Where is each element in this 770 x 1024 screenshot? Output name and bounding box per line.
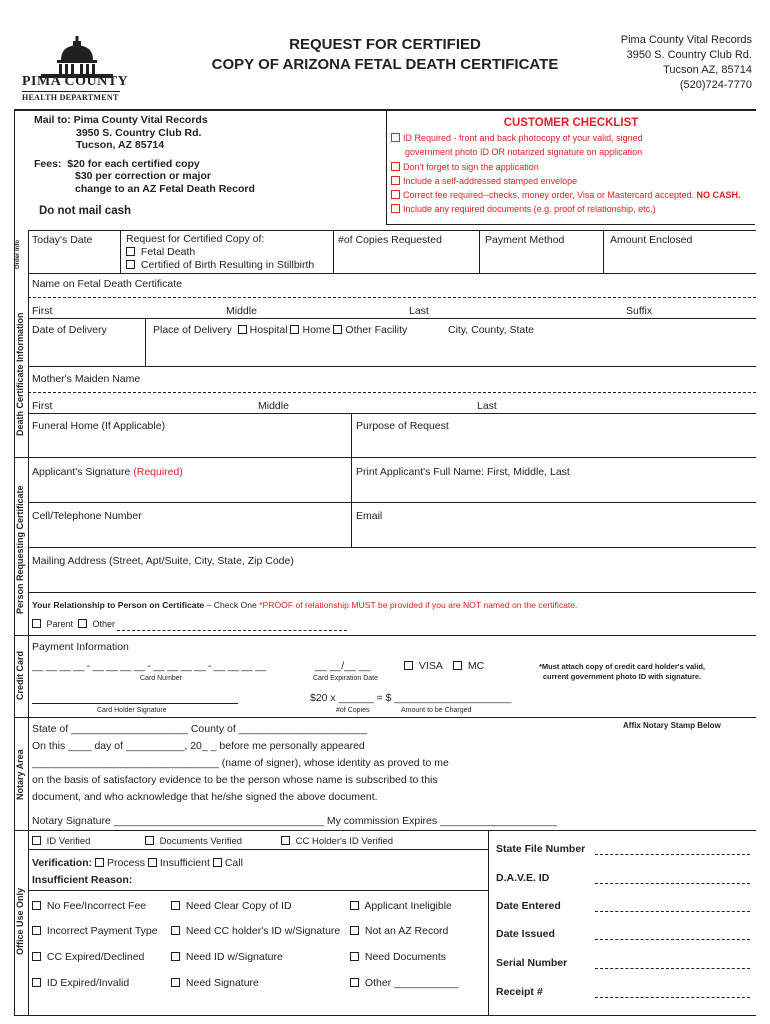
relationship-label: Your Relationship to Person on Certificate – Check One *PROOF of relationship MUST be provided if you are NOT named on the certificate. <box>32 600 578 610</box>
checkbox-icon[interactable] <box>32 901 41 910</box>
no-cash-warning: Do not mail cash <box>39 205 132 217</box>
checkbox-icon[interactable] <box>404 661 413 670</box>
name-suffix-field[interactable]: Suffix <box>626 305 653 317</box>
hospital-checkbox[interactable] <box>238 325 247 334</box>
applicant-signature-field[interactable]: Applicant's Signature (Required) <box>32 466 183 478</box>
checkbox-icon[interactable] <box>126 260 135 269</box>
verification-row: Verification: Process Insufficient Call <box>32 857 243 869</box>
applicant-full-name-field[interactable]: Print Applicant's Full Name: First, Middle, Last <box>356 466 570 478</box>
card-exp-caption: Card Expiration Date <box>313 675 378 682</box>
place-label: Place of Delivery <box>153 324 232 336</box>
fee-line: change to an AZ Fetal Death Record <box>75 182 255 195</box>
office-field-label: Date Entered <box>496 900 561 912</box>
checklist-title: CUSTOMER CHECKLIST <box>503 117 639 129</box>
other-relationship-line[interactable] <box>117 620 347 631</box>
checkbox-icon <box>391 204 400 213</box>
num-copies-caption: #of Copies <box>336 707 370 714</box>
checkbox-icon <box>391 176 400 185</box>
insufficient-reason-option[interactable]: No Fee/Incorrect Fee <box>32 900 146 912</box>
id-verified-option[interactable]: ID Verified <box>32 836 90 847</box>
visa-option[interactable]: VISA <box>404 660 443 672</box>
checkbox-icon[interactable] <box>32 619 41 628</box>
frame-left-inner <box>28 230 29 1015</box>
checkbox-icon[interactable] <box>32 926 41 935</box>
fee-line: $20 for each certified copy <box>67 157 200 170</box>
address-line: Tucson AZ, 85714 <box>663 64 752 76</box>
place-of-delivery: Place of Delivery Hospital Home Other Facility <box>153 324 408 336</box>
checklist-item-continued: government photo ID OR notarized signature on application <box>405 147 643 158</box>
insufficient-reason-label: Insufficient Reason: <box>32 874 133 886</box>
request-copy-label: Request for Certified Copy of: <box>126 233 265 245</box>
email-field[interactable]: Email <box>356 510 383 522</box>
insufficient-reason-option[interactable]: Not an AZ Record <box>350 925 448 937</box>
fetal-name-label: Name on Fetal Death Certificate <box>32 278 182 290</box>
office-field-input[interactable] <box>595 844 750 855</box>
checkbox-icon[interactable] <box>171 952 180 961</box>
checkbox-icon[interactable] <box>32 978 41 987</box>
checkbox-icon[interactable] <box>453 661 462 670</box>
call-checkbox[interactable] <box>213 858 222 867</box>
checkbox-icon[interactable] <box>32 952 41 961</box>
checkbox-icon[interactable] <box>32 836 41 845</box>
home-checkbox[interactable] <box>290 325 299 334</box>
notary-state-line[interactable]: State of ____________________ County of ______________________ <box>32 723 368 735</box>
insufficient-reason-option[interactable]: Applicant Ineligible <box>350 900 452 912</box>
checkbox-icon[interactable] <box>350 901 359 910</box>
section-label-notary: Notary Area <box>15 749 25 800</box>
office-field-label: D.A.V.E. ID <box>496 872 550 884</box>
address-line: Pima County Vital Records <box>620 34 752 46</box>
notary-basis-line: on the basis of satisfactory evidence to be the person whose name is subscribed to this <box>32 774 438 786</box>
mother-last-field[interactable]: Last <box>477 400 497 412</box>
checkbox-icon[interactable] <box>126 247 135 256</box>
section-label-office: Office Use Only <box>15 887 25 955</box>
checklist-item: Include any required documents (e.g. proof of relationship, etc.) <box>391 202 755 216</box>
checkbox-icon[interactable] <box>350 978 359 987</box>
insufficient-reason-option[interactable]: Need ID w/Signature <box>171 951 283 963</box>
amount-charged-caption: Amount to be Charged <box>401 707 472 714</box>
logo-title: PIMA COUNTY <box>22 74 129 89</box>
checkbox-icon[interactable] <box>171 926 180 935</box>
notary-signer-line[interactable]: ________________________________ (name of signer), whose identity as proved to me <box>32 757 449 769</box>
insufficient-reason-option[interactable]: Need Documents <box>350 951 446 963</box>
mail-block <box>34 114 255 218</box>
copies-requested-field[interactable]: #of Copies Requested <box>338 234 442 246</box>
section-label-credit: Credit Card <box>15 650 25 700</box>
insufficient-reason-option[interactable]: Need Signature <box>171 977 259 989</box>
mailing-address-field[interactable]: Mailing Address (Street, Apt/Suite, City, State, Zip Code) <box>32 555 294 567</box>
card-number-field[interactable]: __ __ __ __ - __ __ __ __ - __ __ __ __ - __ __ __ __ <box>32 660 266 672</box>
phone-field[interactable]: Cell/Telephone Number <box>32 510 142 522</box>
address-line: 3950 S. Country Club Rd. <box>626 49 752 61</box>
mother-middle-field[interactable]: Middle <box>258 400 289 412</box>
checklist-item: ID Required - front and back photocopy of your valid, signed <box>391 131 755 145</box>
parent-option[interactable]: Parent <box>32 619 73 629</box>
form-title-line1: REQUEST FOR CERTIFIED <box>289 36 481 53</box>
customer-checklist <box>386 111 755 225</box>
mc-option[interactable]: MC <box>453 660 484 672</box>
fee-line: $30 per correction or major <box>75 170 211 182</box>
name-first-field[interactable]: First <box>32 305 53 317</box>
purpose-field[interactable]: Purpose of Request <box>356 420 449 432</box>
payment-info-label: Payment Information <box>32 641 129 653</box>
insufficient-reason-option[interactable]: Need CC holder's ID w/Signature <box>171 925 340 937</box>
insufficient-reason-option[interactable]: Other ___________ <box>350 977 458 989</box>
office-field-input[interactable] <box>595 987 750 998</box>
checklist-item: Include a self-addressed stamped envelope <box>391 174 755 188</box>
checkbox-icon <box>391 162 400 171</box>
fees-label: Fees: <box>34 157 62 170</box>
insufficient-reason-option[interactable]: ID Expired/Invalid <box>32 977 129 989</box>
insufficient-reason-option[interactable]: Need Clear Copy of ID <box>171 900 292 912</box>
office-field-label: Serial Number <box>496 957 568 969</box>
insufficient-reason-option[interactable]: CC Expired/Declined <box>32 951 144 963</box>
pima-county-logo <box>22 36 132 102</box>
other-facility-checkbox[interactable] <box>333 325 342 334</box>
mail-line: 3950 S. Country Club Rd. <box>76 126 202 139</box>
section-label-order-info: Order Info <box>15 239 21 269</box>
insufficient-reason-option[interactable]: Incorrect Payment Type <box>32 925 158 937</box>
name-middle-field[interactable]: Middle <box>226 305 257 317</box>
office-field-input[interactable] <box>595 929 750 940</box>
stillbirth-option[interactable]: Certified of Birth Resulting in Stillbirth <box>126 259 314 271</box>
delivery-date-field[interactable]: Date of Delivery <box>32 324 107 336</box>
checkbox-icon[interactable] <box>78 619 87 628</box>
mother-maiden-label: Mother's Maiden Name <box>32 373 141 385</box>
card-holder-signature-line[interactable] <box>32 693 238 704</box>
checkbox-icon[interactable] <box>350 926 359 935</box>
checklist-item: Correct fee required--checks, money order, Visa or Mastercard accepted. NO CASH. <box>391 188 755 202</box>
todays-date-field[interactable]: Today's Date <box>32 234 93 246</box>
mail-line: Pima County Vital Records <box>73 114 208 126</box>
form-title <box>200 35 570 75</box>
mother-first-field[interactable]: First <box>32 400 53 412</box>
amount-enclosed-field[interactable]: Amount Enclosed <box>610 234 693 246</box>
notary-stamp-label: Affix Notary Stamp Below <box>623 721 721 730</box>
insufficient-checkbox[interactable] <box>148 858 157 867</box>
section-label-death-cert: Death Certificate Information <box>15 312 25 436</box>
credit-card-note: *Must attach copy of credit card holder's valid, current government photo ID with signature. <box>539 662 705 681</box>
form-title-line2: COPY OF ARIZONA FETAL DEATH CERTIFICATE <box>211 56 559 73</box>
mail-line: Tucson, AZ 85714 <box>76 139 165 151</box>
charge-calculation[interactable]: $20 x ______ = $ ____________________ <box>310 692 512 704</box>
docs-verified-option[interactable]: Documents Verified <box>145 836 242 847</box>
fetal-death-option[interactable]: Fetal Death <box>126 246 195 258</box>
address-line: (520)724-7770 <box>679 79 752 91</box>
checkbox-icon[interactable] <box>171 978 180 987</box>
card-holder-caption: Card Holder Signature <box>97 707 167 714</box>
checkbox-icon[interactable] <box>281 836 290 845</box>
funeral-home-field[interactable]: Funeral Home (If Applicable) <box>32 420 166 432</box>
mail-label: Mail to: <box>34 114 71 126</box>
card-number-caption: Card Number <box>140 675 183 682</box>
city-county-state-field[interactable]: City, County, State <box>448 324 534 336</box>
checkbox-icon[interactable] <box>145 836 154 845</box>
checkbox-icon[interactable] <box>350 952 359 961</box>
office-field-input[interactable] <box>595 958 750 969</box>
checkbox-icon <box>391 133 400 142</box>
checkbox-icon <box>391 190 400 199</box>
process-checkbox[interactable] <box>95 858 104 867</box>
checkbox-icon[interactable] <box>171 901 180 910</box>
office-field-label: Date Issued <box>496 928 555 940</box>
office-field-input[interactable] <box>595 901 750 912</box>
card-exp-field[interactable]: __ __/__ __ <box>315 660 371 672</box>
notary-day-line[interactable]: On this ____ day of __________, 20_ _ before me personally appeared <box>32 740 365 752</box>
logo-subtitle: HEALTH DEPARTMENT <box>22 93 119 102</box>
name-last-field[interactable]: Last <box>409 305 429 317</box>
office-field-input[interactable] <box>595 873 750 884</box>
cc-verified-option[interactable]: CC Holder's ID Verified <box>281 836 393 847</box>
notary-text <box>32 721 449 806</box>
checklist-item: Don't forget to sign the application <box>391 160 755 174</box>
office-field-label: State File Number <box>496 843 586 855</box>
logo-divider <box>22 91 120 92</box>
notary-signature-line[interactable]: Notary Signature ____________________________________ My commission Expires ____________________ <box>32 815 557 827</box>
other-option[interactable]: Other <box>78 619 115 629</box>
header-address <box>621 33 752 93</box>
section-label-person: Person Requesting Certificate <box>15 485 25 614</box>
payment-method-field[interactable]: Payment Method <box>485 234 565 246</box>
office-field-label: Receipt # <box>496 986 543 998</box>
notary-doc-line: document, and who acknowledge that he/she signed the above document. <box>32 791 378 803</box>
